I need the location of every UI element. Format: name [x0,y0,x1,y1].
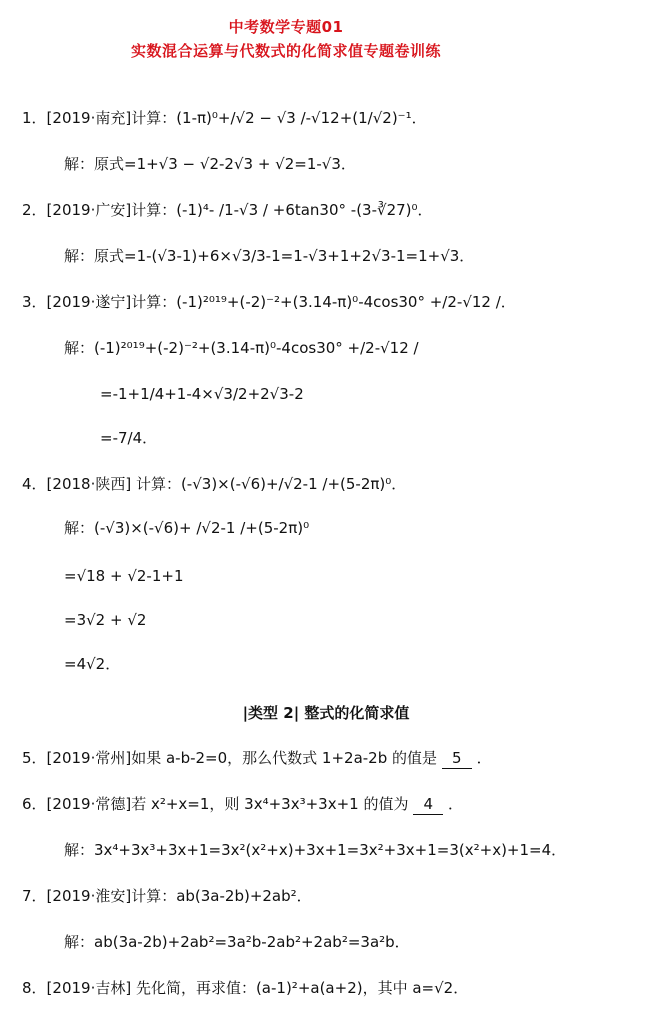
problem-3-solution-line-2: =-1+1/4+1-4×√3/2+2√3-2 [100,385,304,403]
problem-5-text: 5．[2019·常州]如果 a-b-2=0，那么代数式 1+2a-2b 的值是 [22,749,438,767]
section-heading-type-2: |类型 2| 整式的化简求值 [242,704,410,722]
problem-2-question: 2．[2019·广安]计算：(-1)⁴- /1-√3 / +6tan30° -(3-∛27)⁰． [22,201,433,219]
problem-7-solution: 解：ab(3a-2b)+2ab²=3a²b-2ab²+2ab²=3a²b． [64,933,410,951]
problem-4-solution-line-4: =4√2． [64,655,121,673]
problem-8-question: 8．[2019·吉林] 先化简，再求值：(a-1)²+a(a+2)，其中 a=√2． [22,979,469,997]
page-subtitle: 实数混合运算与代数式的化简求值专题卷训练 [130,42,441,60]
problem-4-solution-line-3: =3√2 + √2 [64,611,147,629]
problem-2-solution: 解：原式=1-(√3-1)+6×√3/3-1=1-√3+1+2√3-1=1+√3． [64,247,475,265]
problem-6-question [22,794,463,815]
problem-4-question: 4．[2018·陕西] 计算：(-√3)×(-√6)+/√2-1 /+(5-2π)⁰． [22,475,407,493]
problem-6-text: 6．[2019·常德]若 x²+x=1，则 3x⁴+3x³+3x+1 的值为 [22,795,409,813]
problem-5-question [22,748,492,769]
problem-4-solution-line-2: =√18 + √2-1+1 [64,567,184,585]
problem-1-solution: 解：原式=1+√3 − √2-2√3 + √2=1-√3． [64,155,356,173]
problem-7-question: 7．[2019·淮安]计算：ab(3a-2b)+2ab²． [22,887,312,905]
problem-3-question: 3．[2019·遂宁]计算：(-1)²⁰¹⁹+(-2)⁻²+(3.14-π)⁰-4cos30° +/2-√12 /． [22,293,516,311]
problem-1-question: 1．[2019·南充]计算：(1-π)⁰+/√2 − √3 /-√12+(1/√2)⁻¹． [22,109,427,127]
problem-6-solution: 解：3x⁴+3x³+3x+1=3x²(x²+x)+3x+1=3x²+3x+1=3(x²+x)+1=4． [64,841,567,859]
problem-3-solution-line-3: =-7/4． [100,429,158,447]
problem-6-answer-blank: 4 [413,794,443,815]
problem-6-suffix: ． [448,795,464,813]
page-title: 中考数学专题01 [228,18,344,36]
problem-4-solution-line-1: 解：(-√3)×(-√6)+ /√2-1 /+(5-2π)⁰ [64,519,310,537]
problem-5-suffix: ． [476,749,492,767]
problem-3-solution-line-1: 解：(-1)²⁰¹⁹+(-2)⁻²+(3.14-π)⁰-4cos30° +/2-√12 / [64,339,419,357]
problem-5-answer-blank: 5 [442,748,472,769]
